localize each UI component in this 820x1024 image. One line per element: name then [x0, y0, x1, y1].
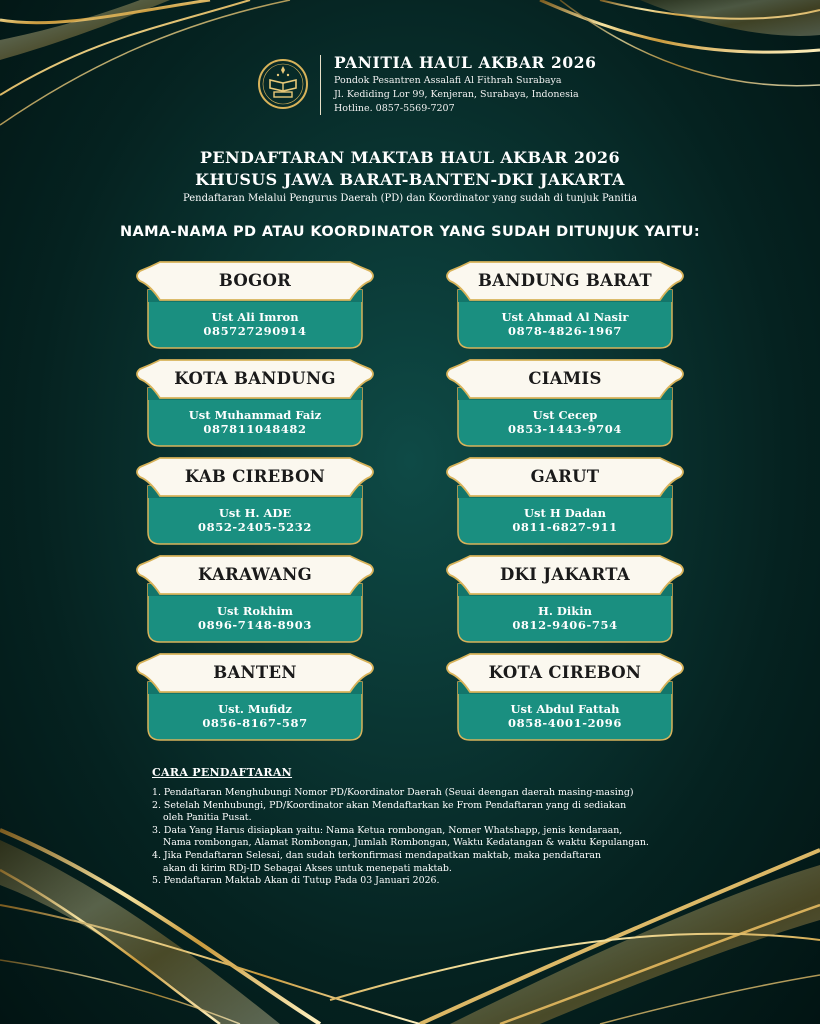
region-card [130, 260, 380, 352]
coordinator-phone: 0811-6827-911 [512, 520, 618, 534]
step-item [152, 800, 692, 825]
region-name: GARUT [530, 467, 600, 486]
coordinator-name: Ust Muhammad Faiz [188, 408, 322, 422]
coordinator-name: Ust H Dadan [524, 506, 606, 520]
coordinator-phone: 0856-8167-587 [202, 716, 308, 730]
step-text-continued: oleh Panitia Pusat. [163, 812, 252, 824]
region-card [440, 554, 690, 646]
region-name: KARAWANG [197, 565, 313, 584]
region-card [130, 554, 380, 646]
step-item [152, 875, 692, 888]
region-card [130, 358, 380, 450]
region-name: BOGOR [218, 271, 292, 290]
coordinator-phone: 0853-1443-9704 [508, 422, 622, 436]
region-card [440, 260, 690, 352]
registration-note: Pendaftaran Melalui Pengurus Daerah (PD) dan Koordinator yang sudah di tunjuk Panitia [182, 193, 638, 204]
coordinator-name: Ust Ali Imron [211, 310, 299, 324]
step-text: 5. Pendaftaran Maktab Akan di Tutup Pada 03 Januari 2026. [152, 875, 440, 887]
coordinator-phone: 0858-4001-2096 [508, 716, 622, 730]
region-card [440, 456, 690, 548]
coordinator-phone: 0878-4826-1967 [508, 324, 622, 338]
registration-steps-title: CARA PENDAFTARAN [152, 766, 293, 779]
region-card [440, 358, 690, 450]
coordinator-phone: 0896-7148-8903 [198, 618, 312, 632]
region-card [130, 652, 380, 744]
step-text: 4. Jika Pendaftaran Selesai, dan sudah terkonfirmasi mendapatkan maktab, maka pendaftaran [152, 849, 602, 861]
region-name: KOTA CIREBON [488, 663, 642, 682]
book-logo-icon [257, 58, 309, 110]
header-divider [320, 55, 321, 115]
step-item [152, 825, 692, 850]
coordinator-phone: 0812-9406-754 [512, 618, 618, 632]
main-title: PENDAFTARAN MAKTAB HAUL AKBAR 2026 [200, 148, 620, 167]
coordinator-name: Ust Ahmad Al Nasir [501, 310, 629, 324]
coordinator-phone: 0852-2405-5232 [198, 520, 312, 534]
region-name: KOTA BANDUNG [174, 369, 336, 388]
coordinator-phone: 085727290914 [203, 324, 307, 338]
coordinator-name: Ust Rokhim [217, 604, 293, 618]
coordinator-phone: 087811048482 [203, 422, 307, 436]
coordinator-name: Ust Cecep [532, 408, 598, 422]
coordinator-name: Ust. Mufidz [218, 702, 292, 716]
region-card [130, 456, 380, 548]
step-text-continued: akan di kirim RDj-ID Sebagai Akses untuk menepati maktab. [163, 862, 452, 874]
step-text-continued: Nama rombongan, Alamat Rombongan, Jumlah Rombongan, Waktu Kedatangan & waktu Kepulangan. [163, 837, 649, 849]
org-title: PANITIA HAUL AKBAR 2026 [334, 53, 597, 72]
step-item [152, 850, 692, 875]
step-text: 2. Setelah Menhubungi, PD/Koordinator akan Mendaftarkan ke From Pendaftaran yang di sediakan [152, 799, 627, 811]
coordinator-name: Ust Abdul Fattah [510, 702, 620, 716]
region-name: BANTEN [213, 663, 297, 682]
step-item [152, 787, 692, 800]
region-name: KAB CIREBON [184, 467, 326, 486]
coordinator-name: H. Dikin [538, 604, 592, 618]
coordinator-list-heading: NAMA-NAMA PD ATAU KOORDINATOR YANG SUDAH DITUNJUK YAITU: [119, 224, 701, 240]
main-subtitle-region: KHUSUS JAWA BARAT-BANTEN-DKI JAKARTA [195, 170, 625, 189]
step-text: 1. Pendaftaran Menghubungi Nomor PD/Koordinator Daerah (Seuai deengan daerah masing-masing) [152, 787, 634, 798]
region-name: BANDUNG BARAT [478, 271, 652, 290]
org-hotline: Hotline. 0857-5569-7207 [334, 103, 455, 114]
region-card [440, 652, 690, 744]
org-address: Jl. Kediding Lor 99, Kenjeran, Surabaya, Indonesia [334, 89, 579, 100]
region-name: DKI JAKARTA [499, 565, 631, 584]
region-name: CIAMIS [528, 369, 602, 388]
org-name: Pondok Pesantren Assalafi Al Fithrah Surabaya [334, 75, 562, 86]
step-text: 3. Data Yang Harus disiapkan yaitu: Nama Ketua rombongan, Nomer Whatshapp, jenis kendaraan, [152, 824, 623, 836]
coordinator-name: Ust H. ADE [218, 506, 292, 520]
registration-steps [152, 787, 692, 888]
